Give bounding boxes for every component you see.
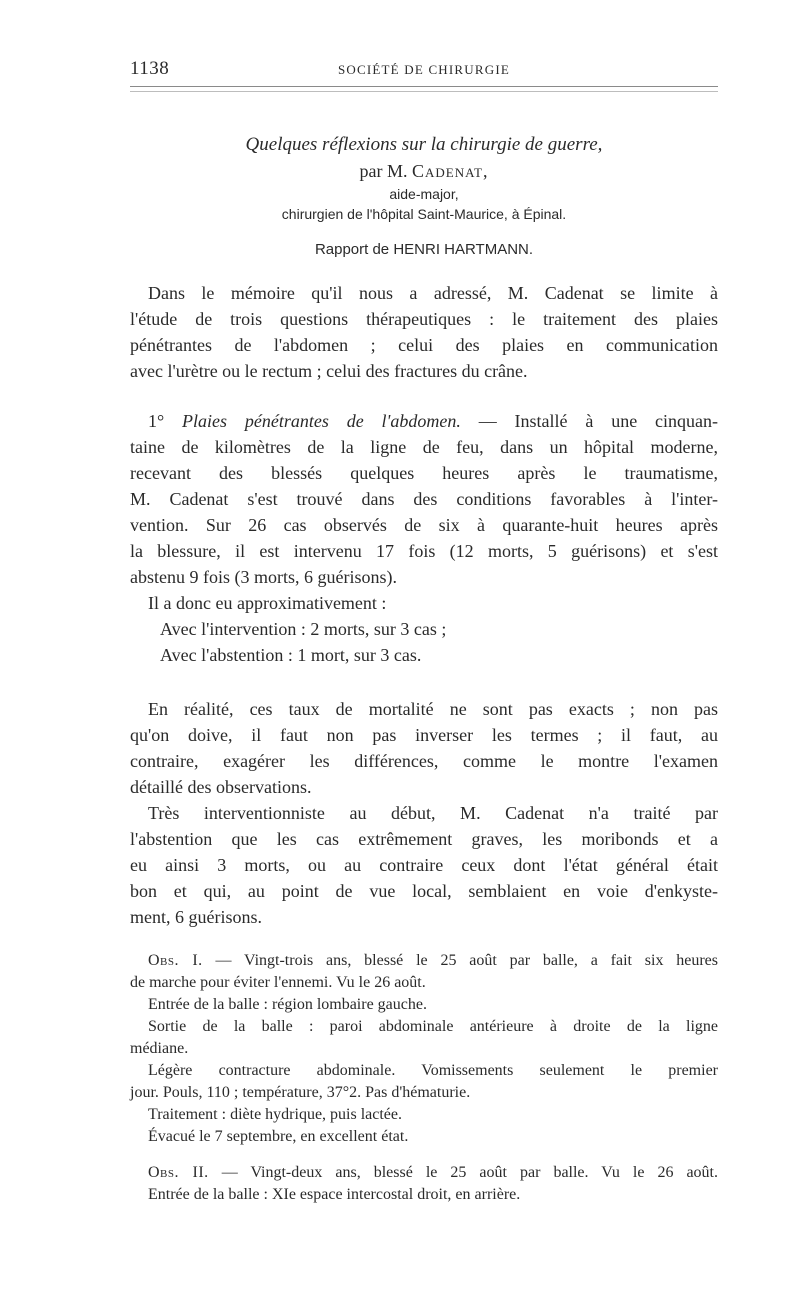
obs-exit: Sortie de la balle : paroi abdominale antérieure à droite de la ligne	[148, 1018, 718, 1035]
section-first-line-rest: — Installé à une cinquan-	[478, 411, 719, 431]
observation-2	[130, 1162, 718, 1206]
text-line: M. Cadenat s'est trouvé dans des conditions favorables à l'inter-	[130, 489, 718, 509]
text-line: Dans le mémoire qu'il nous a adressé, M. Cadenat se limite à	[148, 283, 718, 303]
text-line: qu'on doive, il faut non pas inverser les termes ; il faut, au	[130, 725, 718, 745]
text-line: la blessure, il est intervenu 17 fois (12 morts, 5 guérisons) et s'est	[130, 541, 718, 561]
text-line: jour. Pouls, 110 ; température, 37°2. Pas d'hématurie.	[130, 1084, 471, 1101]
obs-entry: Entrée de la balle : région lombaire gauche.	[148, 996, 427, 1013]
page	[130, 56, 718, 1206]
obs-outcome: Évacué le 7 septembre, en excellent état.	[148, 1128, 409, 1145]
byline-prefix: par M.	[359, 161, 408, 181]
interventionist-paragraph	[130, 800, 718, 930]
obs-first-line	[130, 1162, 718, 1184]
text-line: eu ainsi 3 morts, ou au contraire ceux dont l'état général était	[130, 855, 718, 875]
text-line: médiane.	[130, 1040, 189, 1057]
report-line: Rapport de HENRI HARTMANN.	[314, 241, 534, 258]
text-line: contraire, exagérer les différences, comme le montre l'examen	[130, 751, 718, 771]
byline	[130, 158, 718, 184]
obs-label: Obs. I.	[148, 952, 203, 969]
text-line: Entrée de la balle : XIe espace intercostal droit, en arrière.	[148, 1186, 521, 1203]
text-line: détaillé des observations.	[130, 777, 312, 797]
text-line: l'abstention que les cas extrêmement graves, les moribonds et a	[130, 829, 718, 849]
title-block	[130, 132, 718, 260]
text-line: Très interventionniste au début, M. Cadenat n'a traité par	[148, 803, 718, 823]
section-first-line	[130, 408, 718, 434]
affiliation-rank: aide-major,	[389, 186, 459, 202]
text-line: vention. Sur 26 cas observés de six à quarante-huit heures après	[130, 515, 718, 535]
header-rule	[130, 91, 718, 92]
section-heading: Plaies pénétrantes de l'abdomen.	[182, 411, 461, 431]
obs-signs: Légère contracture abdominale. Vomissements seulement le premier	[148, 1062, 718, 1079]
summary-item-abstention: Avec l'abstention : 1 mort, sur 3 cas.	[160, 645, 422, 665]
section-abdomen	[130, 408, 718, 668]
affiliation-hospital: chirurgien de l'hôpital Saint-Maurice, à Épinal.	[281, 206, 567, 222]
obs-first-line	[130, 950, 718, 972]
section-number: 1°	[148, 411, 165, 431]
reality-paragraph	[130, 696, 718, 800]
text-line: bon et qui, au point de vue local, semblaient en voie d'enkyste-	[130, 881, 718, 901]
summary-intro: Il a donc eu approximativement :	[148, 593, 387, 613]
page-number: 1138	[130, 58, 170, 79]
text-line: ment, 6 guérisons.	[130, 907, 262, 927]
running-head	[130, 56, 718, 87]
journal-name: SOCIÉTÉ DE CHIRURGIE	[337, 62, 511, 77]
text-line: recevant des blessés quelques heures après le traumatisme,	[130, 463, 718, 483]
text-line: avec l'urètre ou le rectum ; celui des fractures du crâne.	[130, 361, 528, 381]
obs-line-text: — Vingt-trois ans, blessé le 25 août par balle, a fait six heures	[215, 952, 719, 969]
intro-paragraph	[130, 280, 718, 384]
text-line: pénétrantes de l'abdomen ; celui des plaies en communication	[130, 335, 718, 355]
text-line: l'étude de trois questions thérapeutiques : le traitement des plaies	[130, 309, 718, 329]
obs-label: Obs. II.	[148, 1164, 209, 1181]
text-line: de marche pour éviter l'ennemi. Vu le 26 août.	[130, 974, 426, 991]
text-line: abstenu 9 fois (3 morts, 6 guérisons).	[130, 567, 397, 587]
text-line: En réalité, ces taux de mortalité ne sont pas exacts ; non pas	[148, 699, 718, 719]
author-name: Cadenat,	[412, 161, 489, 181]
obs-line-text: — Vingt-deux ans, blessé le 25 août par balle. Vu le 26 août.	[221, 1164, 719, 1181]
text-line: taine de kilomètres de la ligne de feu, dans un hôpital moderne,	[130, 437, 718, 457]
obs-treatment: Traitement : diète hydrique, puis lactée.	[148, 1106, 403, 1123]
observation-1	[130, 950, 718, 1148]
article-title: Quelques réflexions sur la chirurgie de guerre,	[245, 134, 603, 155]
summary-item-intervention: Avec l'intervention : 2 morts, sur 3 cas ;	[160, 619, 447, 639]
